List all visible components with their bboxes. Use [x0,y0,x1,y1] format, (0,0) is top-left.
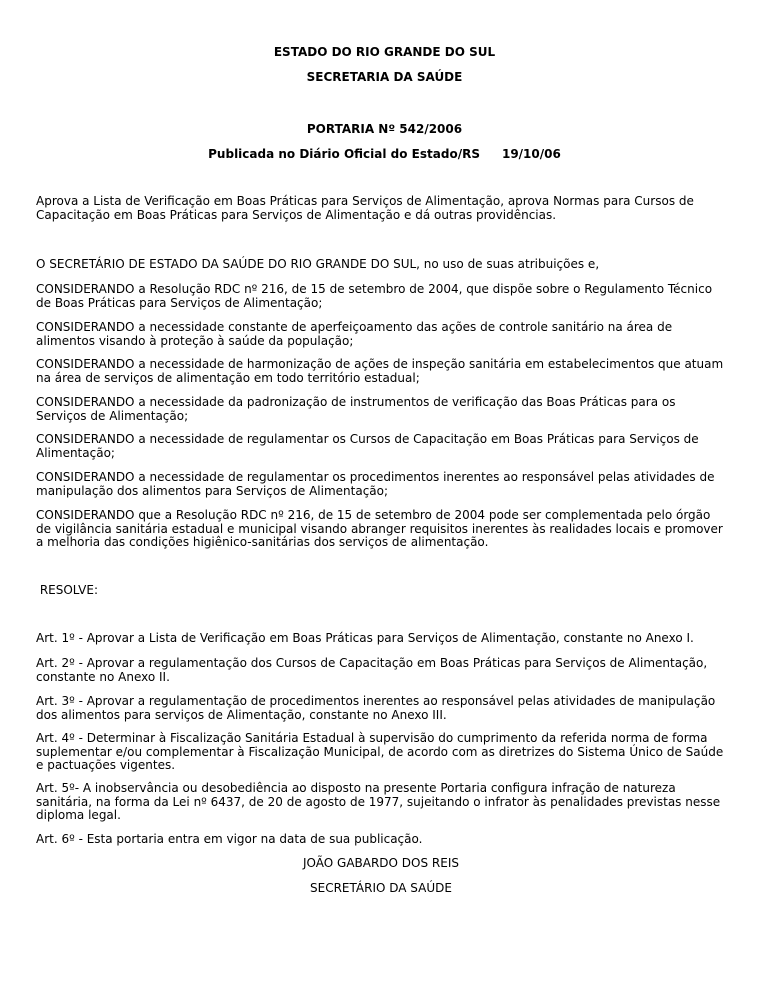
article-2: Art. 2º - Aprovar a regulamentação dos Cursos de Capacitação em Boas Práticas para Serviços de Alimentação, constante no Anexo II. [36,656,708,684]
article-4: Art. 4º - Determinar à Fiscalização Sanitária Estadual à supervisão do cumprimento da referida norma de forma suplementar e/ou complementar à Fiscalização Municipal, de acordo com as diretrizes do Sistema Único de Saúde e pactuações vigentes. [36,731,724,772]
consideration-5: CONSIDERANDO a necessidade de regulamentar os Cursos de Capacitação em Boas Práticas para Serviços de Alimentação; [36,432,699,460]
article-6: Art. 6º - Esta portaria entra em vigor na data de sua publicação. [36,832,423,846]
publication-line [36,148,733,162]
consideration-2: CONSIDERANDO a necessidade constante de aperfeiçoamento das ações de controle sanitário na área de alimentos visando à proteção à saúde da população; [36,320,673,348]
ordinance-title: PORTARIA Nº 542/2006 [306,122,463,136]
publication-source: Publicada no Diário Oficial do Estado/RS [208,147,480,161]
signatory-title: SECRETÁRIO DA SAÚDE [310,881,452,895]
article-3: Art. 3º - Aprovar a regulamentação de procedimentos inerentes ao responsável pelas atividades de manipulação dos alimentos para serviços de Alimentação, constante no Anexo III. [36,694,716,722]
consideration-6: CONSIDERANDO a necessidade de regulamentar os procedimentos inerentes ao responsável pelas atividades de manipulação dos alimentos para Serviços de Alimentação; [36,470,715,498]
signatory-name: JOÃO GABARDO DOS REIS [302,856,459,870]
secretariat-heading: SECRETARIA DA SAÚDE [306,70,463,84]
summary-paragraph: Aprova a Lista de Verificação em Boas Práticas para Serviços de Alimentação, aprova Normas para Cursos de Capacitação em Boas Práticas para Serviços de Alimentação e dá outras providências. [36,194,694,222]
consideration-7: CONSIDERANDO que a Resolução RDC nº 216, de 15 de setembro de 2004 pode ser complementada pelo órgão de vigilância sanitária estadual e municipal visando abranger requisitos inerentes às realidades locais e promover a melhoria das condições higiênico-sanitárias dos serviços de alimentação. [36,508,723,549]
article-5: Art. 5º- A inobservância ou desobediência ao disposto na presente Portaria configura infração de natureza sanitária, na forma da Lei nº 6437, de 20 de agosto de 1977, sujeitando o infrator às penalidades previstas nesse diploma legal. [36,781,721,822]
consideration-3: CONSIDERANDO a necessidade de harmonização de ações de inspeção sanitária em estabelecimentos que atuam na área de serviços de alimentação em todo território estadual; [36,357,724,385]
publication-date: 19/10/06 [501,147,561,161]
consideration-1: CONSIDERANDO a Resolução RDC nº 216, de 15 de setembro de 2004, que dispõe sobre o Regulamento Técnico de Boas Práticas para Serviços de Alimentação; [36,282,713,310]
state-heading: ESTADO DO RIO GRANDE DO SUL [273,45,496,59]
resolve-heading: RESOLVE: [36,583,98,597]
consideration-4: CONSIDERANDO a necessidade da padronização de instrumentos de verificação das Boas Práticas para os Serviços de Alimentação; [36,395,676,423]
article-1: Art. 1º - Aprovar a Lista de Verificação em Boas Práticas para Serviços de Alimentação, constante no Anexo I. [36,631,694,645]
preamble-paragraph: O SECRETÁRIO DE ESTADO DA SAÚDE DO RIO GRANDE DO SUL, no uso de suas atribuições e, [36,257,600,271]
